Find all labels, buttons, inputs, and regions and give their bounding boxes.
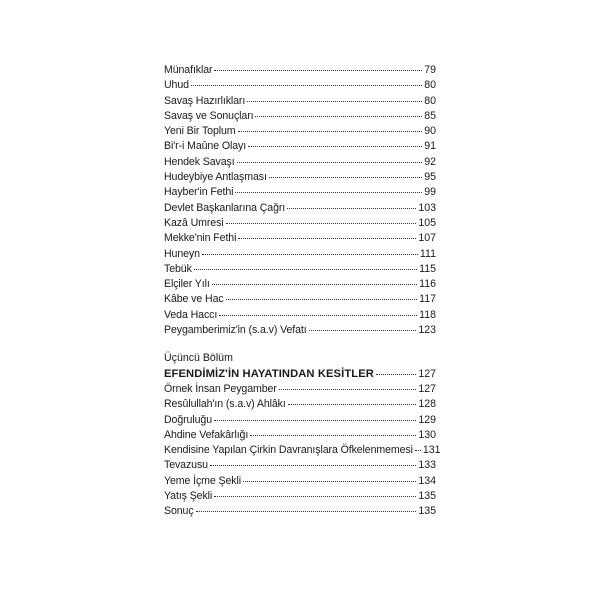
dot-leader: [235, 191, 422, 193]
dot-leader: [238, 237, 416, 239]
toc-entry-title: Örnek İnsan Peygamber: [164, 382, 277, 395]
dot-leader: [288, 403, 417, 405]
toc-entry-title: Doğruluğu: [164, 413, 212, 426]
toc-entry: [164, 201, 436, 216]
dot-leader: [279, 388, 417, 390]
toc-entry: [164, 428, 436, 443]
toc-entry: [164, 247, 436, 262]
toc-entry-page: 99: [424, 186, 436, 199]
toc-entry-page: 105: [418, 216, 436, 229]
toc-entry: [164, 323, 436, 338]
toc-entry-page: 130: [418, 428, 436, 441]
toc-entry-title: Mekke'nin Fethi: [164, 232, 237, 245]
dot-leader: [210, 464, 416, 466]
dot-leader: [214, 69, 422, 71]
toc-entry-page: 128: [418, 398, 436, 411]
toc-entry: [164, 277, 436, 292]
toc-entry: [164, 155, 436, 170]
toc-entry-title: Peygamberimiz'in (s.a.v) Vefatı: [164, 324, 307, 337]
toc-entry-page: 111: [419, 247, 436, 260]
toc-entry: [164, 262, 436, 277]
toc-entry-title: Ahdine Vefakârlığı: [164, 428, 249, 441]
dot-leader: [191, 84, 422, 86]
toc-entry-page: 135: [418, 490, 436, 503]
dot-leader: [194, 268, 417, 270]
dot-leader: [243, 480, 416, 482]
toc-entry: [164, 292, 436, 307]
toc-entry-page: 92: [424, 155, 436, 168]
toc-entry-page: 80: [424, 79, 436, 92]
toc-entry-page: 95: [424, 171, 436, 184]
dot-leader: [237, 161, 423, 163]
toc-entry-title: Kendisine Yapılan Çirkin Davranışlara Öfkelenmemesi: [164, 444, 413, 457]
toc-entry: [164, 443, 441, 458]
toc-entry-page: 134: [418, 474, 436, 487]
dot-leader: [376, 373, 416, 375]
dot-leader: [226, 298, 418, 300]
dot-leader: [415, 449, 421, 451]
toc-entry-title: Sonuç: [164, 505, 194, 518]
dot-leader: [214, 495, 416, 497]
toc-entry-title: Hudeybiye Antlaşması: [164, 171, 267, 184]
toc-entry: [164, 397, 436, 412]
dot-leader: [219, 314, 417, 316]
toc-part-2: [164, 382, 441, 520]
toc-entry-title: Tebük: [164, 262, 192, 275]
section-heading-page: 127: [418, 367, 436, 380]
toc-entry-title: Tevazusu: [164, 459, 208, 472]
toc-entry: [164, 109, 436, 124]
toc-entry-title: Veda Haccı: [164, 308, 218, 321]
dot-leader: [309, 329, 417, 331]
toc-entry-title: Bi'r-i Maûne Olayı: [164, 140, 247, 153]
toc-entry-title: Kazâ Umresi: [164, 216, 224, 229]
toc-entry-title: Yatış Şekli: [164, 490, 213, 503]
toc-entry-page: 107: [418, 232, 436, 245]
toc-entry-page: 118: [419, 308, 436, 321]
toc-entry-title: Münafıklar: [164, 64, 213, 76]
toc-entry: [164, 308, 436, 323]
dot-leader: [287, 207, 416, 209]
toc-entry: [164, 231, 436, 246]
toc-entry-title: Yeme İçme Şekli: [164, 474, 242, 487]
toc-entry-title: Hendek Savaşı: [164, 155, 235, 168]
table-of-contents: [164, 63, 441, 520]
toc-entry: [164, 413, 436, 428]
toc-entry: [164, 489, 436, 504]
toc-entry-page: 117: [419, 293, 436, 306]
dot-leader: [214, 419, 416, 421]
toc-entry-title: Savaş ve Sonuçları: [164, 109, 254, 122]
dot-leader: [269, 176, 422, 178]
toc-entry-page: 116: [419, 278, 436, 291]
toc-entry-page: 135: [418, 505, 436, 518]
toc-entry-title: Uhud: [164, 79, 189, 92]
toc-entry: [164, 139, 436, 154]
section-heading: [164, 367, 436, 382]
toc-entry-page: 80: [424, 94, 436, 107]
toc-entry-page: 129: [418, 413, 436, 426]
dot-leader: [247, 100, 422, 102]
toc-entry-page: 91: [424, 140, 436, 153]
dot-leader: [248, 145, 422, 147]
toc-entry-page: 115: [419, 262, 436, 275]
toc-entry: [164, 124, 436, 139]
toc-entry: [164, 63, 436, 78]
toc-entry-title: Kâbe ve Hac: [164, 293, 224, 306]
toc-entry-title: Yeni Bir Toplum: [164, 125, 236, 138]
toc-entry: [164, 504, 436, 519]
dot-leader: [196, 510, 417, 512]
toc-entry-page: 85: [424, 109, 436, 122]
toc-entry-page: 131: [422, 444, 441, 457]
toc-entry-page: 103: [418, 201, 436, 214]
dot-leader: [250, 434, 416, 436]
toc-entry: [164, 382, 436, 397]
toc-entry-title: Hayber'in Fethi: [164, 186, 234, 199]
toc-entry: [164, 216, 436, 231]
toc-entry-page: 127: [418, 382, 436, 395]
toc-entry-title: Resûlullah'ın (s.a.v) Ahlâkı: [164, 398, 286, 411]
dot-leader: [238, 130, 423, 132]
dot-leader: [202, 253, 418, 255]
toc-entry-page: 79: [424, 64, 436, 76]
toc-entry-title: Savaş Hazırlıkları: [164, 94, 246, 107]
toc-entry: [164, 474, 436, 489]
toc-entry-title: Elçiler Yılı: [164, 278, 210, 291]
toc-entry: [164, 94, 436, 109]
toc-entry-page: 133: [418, 459, 436, 472]
toc-entry-page: 123: [418, 324, 436, 337]
dot-leader: [255, 115, 422, 117]
toc-entry-title: Devlet Başkanlarına Çağrı: [164, 201, 286, 214]
dot-leader: [226, 222, 417, 224]
toc-entry-page: 90: [424, 125, 436, 138]
section-label: Üçüncü Bölüm: [164, 352, 233, 365]
toc-entry-title: Huneyn: [164, 247, 200, 260]
toc-entry: [164, 185, 436, 200]
toc-entry: [164, 170, 436, 185]
section-heading-title: EFENDİMİZ'İN HAYATINDAN KESİTLER: [164, 367, 374, 380]
toc-entry: [164, 458, 436, 473]
dot-leader: [212, 283, 417, 285]
toc-part-1: [164, 63, 436, 338]
toc-entry: [164, 78, 436, 93]
